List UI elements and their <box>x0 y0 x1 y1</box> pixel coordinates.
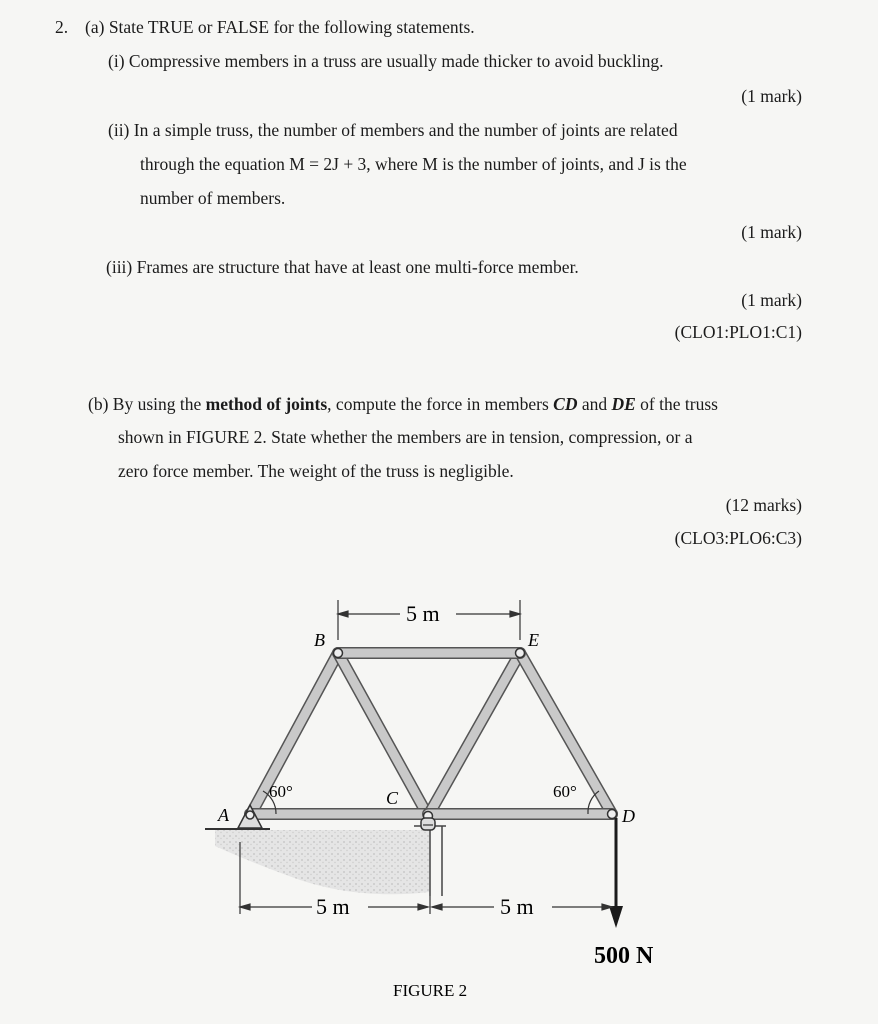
part-a-clo: (CLO1:PLO1:C1) <box>674 322 802 342</box>
figure-caption: FIGURE 2 <box>393 981 468 1000</box>
statement-iii-label: (iii) <box>106 257 133 277</box>
statement-ii-label: (ii) <box>108 120 130 140</box>
part-b-line-2: shown in FIGURE 2. State whether the members are in tension, compression, or a <box>118 427 693 447</box>
angle-left-label: 60° <box>269 782 293 801</box>
load-label: 500 N <box>594 943 654 969</box>
statement-i-label: (i) <box>108 51 125 71</box>
statement-i-text: Compressive members in a truss are usually made thicker to avoid buckling. <box>128 51 664 71</box>
part-b-line-3: zero force member. The weight of the truss is negligible. <box>118 461 514 481</box>
joint-b-pin <box>334 649 343 658</box>
ground-support <box>205 826 446 896</box>
joint-e-pin <box>516 649 525 658</box>
part-b-method: method of joints <box>205 394 328 414</box>
part-b-post: of the truss <box>635 394 718 414</box>
joint-a-label: A <box>218 805 229 825</box>
part-a-label: (a) <box>85 17 105 37</box>
statement-ii-mark: (1 mark) <box>741 222 802 242</box>
statement-iii-mark: (1 mark) <box>741 290 802 310</box>
joint-d-pin <box>608 810 617 819</box>
statement-ii-text-3: number of members. <box>140 188 286 208</box>
question-number: 2. <box>55 17 69 37</box>
angle-right-label: 60° <box>553 782 577 801</box>
joint-c-label: C <box>386 788 399 808</box>
statement-iii-text: Frames are structure that have at least one multi-force member. <box>136 257 579 277</box>
dimension-top-label: 5 m <box>406 601 440 626</box>
dimension-bottom-left-label: 5 m <box>316 894 350 919</box>
part-b-mid: , compute the force in members <box>327 394 554 414</box>
joint-d-label: D <box>622 806 635 826</box>
statement-ii-text-2: through the equation M = 2J + 3, where M is the number of joints, and J is the <box>140 154 687 174</box>
roller-support-c <box>421 818 435 830</box>
part-b-label: (b) <box>88 394 109 414</box>
member-de: DE <box>611 394 636 414</box>
member-bc <box>338 653 428 816</box>
part-b-marks: (12 marks) <box>725 495 802 515</box>
part-b-and: and <box>577 394 612 414</box>
part-b-clo: (CLO3:PLO6:C3) <box>674 528 802 548</box>
joint-b-label: B <box>314 630 325 650</box>
load-arrow <box>609 818 623 928</box>
member-ce <box>428 653 520 816</box>
member-cd: CD <box>553 394 578 414</box>
statement-i-mark: (1 mark) <box>741 86 802 106</box>
statement-ii-text-1: In a simple truss, the number of members and the number of joints are related <box>133 120 678 140</box>
part-a-intro: State TRUE or FALSE for the following statements. <box>108 17 475 37</box>
joint-e-label: E <box>528 630 539 650</box>
dimension-bottom-right-label: 5 m <box>500 894 534 919</box>
part-b-pre: By using the <box>112 394 206 414</box>
